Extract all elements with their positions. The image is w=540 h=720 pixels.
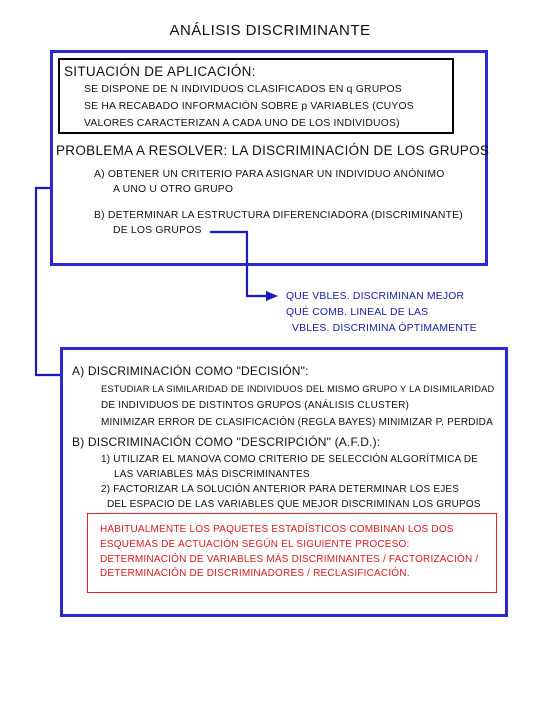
- decision-line-2: DE INDIVIDUOS DE DISTINTOS GRUPOS (ANÁLISIS CLUSTER): [101, 400, 410, 411]
- situacion-line-3: VALORES CARACTERIZAN A CADA UNO DE LOS INDIVIDUOS): [84, 118, 400, 129]
- que-line-1: QUE VBLES. DISCRIMINAN MEJOR: [286, 291, 465, 302]
- nota-line-1: HABITUALMENTE LOS PAQUETES ESTADÍSTICOS COMBINAN LOS DOS: [100, 524, 454, 535]
- problema-b-line-1: B) DETERMINAR LA ESTRUCTURA DIFERENCIADORA (DISCRIMINANTE): [94, 210, 463, 221]
- descripcion-line-2: LAS VARIABLES MÁS DISCRIMINANTES: [114, 469, 310, 480]
- situacion-line-1: SE DISPONE DE N INDIVIDUOS CLASIFICADOS EN q GRUPOS: [84, 84, 402, 95]
- decision-line-1: ESTUDIAR LA SIMILARIDAD DE INDIVIDUOS DEL MISMO GRUPO Y LA DISIMILARIDAD: [101, 384, 495, 394]
- situacion-heading: SITUACIÓN DE APLICACIÓN:: [64, 64, 256, 79]
- que-line-2: QUÉ COMB. LINEAL DE LAS: [286, 307, 429, 318]
- problema-heading: PROBLEMA A RESOLVER: LA DISCRIMINACIÓN DE LOS GRUPOS: [56, 143, 490, 158]
- problema-a-line-1: A) OBTENER UN CRITERIO PARA ASIGNAR UN INDIVIDUO ANÓNIMO: [94, 169, 445, 180]
- nota-line-4: DETERMINACIÓN DE DISCRIMINADORES / RECLASIFICACIÓN.: [100, 568, 410, 579]
- nota-line-2: ESQUEMAS DE ACTUACIÓN SEGÚN EL SIGUIENTE PROCESO:: [100, 539, 410, 550]
- situacion-line-2: SE HA RECABADO INFORMACIÓN SOBRE p VARIABLES (CUYOS: [84, 101, 414, 112]
- problema-b-line-2: DE LOS GRUPOS: [113, 225, 202, 236]
- page-title: ANÁLISIS DISCRIMINANTE: [169, 22, 371, 39]
- descripcion-line-1: 1) UTILIZAR EL MANOVA COMO CRITERIO DE SELECCIÓN ALGORÍTMICA DE: [101, 454, 479, 465]
- arrow-head: [266, 291, 278, 301]
- descripcion-line-3: 2) FACTORIZAR LA SOLUCIÓN ANTERIOR PARA DETERMINAR LOS EJES: [101, 484, 460, 495]
- nota-line-3: DETERMINACIÓN DE VARIABLES MÁS DISCRIMINANTES / FACTORIZACIÓN /: [100, 554, 479, 565]
- problema-a-line-2: A UNO U OTRO GRUPO: [113, 184, 234, 195]
- descripcion-heading: B) DISCRIMINACIÓN COMO "DESCRIPCIÓN" (A.F.D.):: [72, 435, 381, 449]
- decision-heading: A) DISCRIMINACIÓN COMO "DECISIÓN":: [72, 364, 309, 378]
- que-line-3: VBLES. DISCRIMINA ÓPTIMAMENTE: [292, 323, 477, 334]
- descripcion-line-4: DEL ESPACIO DE LAS VARIABLES QUE MEJOR DISCRIMINAN LOS GRUPOS: [107, 499, 481, 510]
- decision-line-3: MINIMIZAR ERROR DE CLASIFICACIÓN (REGLA BAYES) MINIMIZAR P. PERDIDA: [101, 417, 493, 428]
